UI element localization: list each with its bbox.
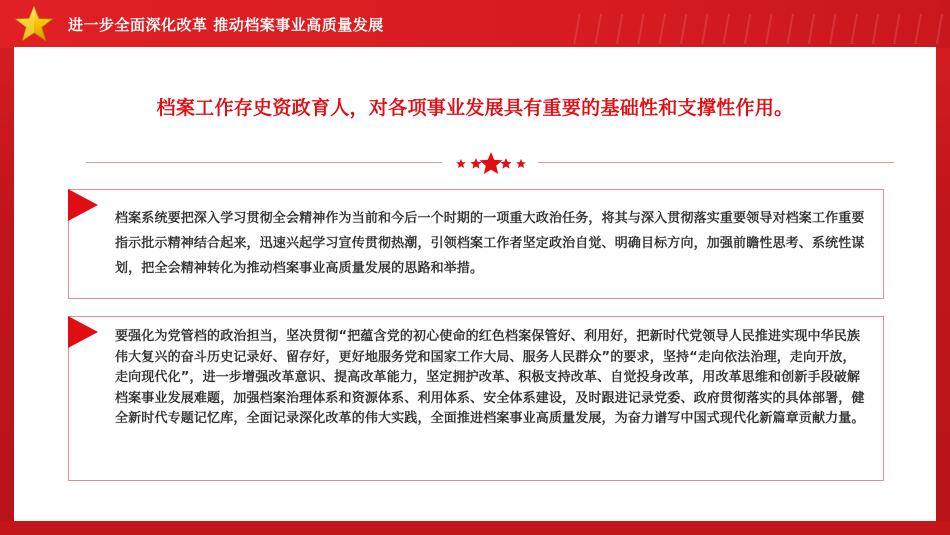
- content-panel: [14, 47, 936, 521]
- star-icon: [14, 4, 54, 44]
- header-decoration: [560, 14, 950, 44]
- card-text: 要强化为党管档的政治担当，坚决贯彻“把蕴含党的初心使命的红色档案保管好、利用好，把新时代党领导人民推进实现中华民族伟大复兴的奋斗历史记录好、留存好，更好地服务党和国家工作大局、服务人民群众”的要求，坚持“走向依法治理，走向开放，走向现代化”，进一步增强改革意识、提高改革能力，坚定拥护改革、积极支持改革、自觉投身改革，用改革思维和创新手段破解档案事业发展难题，加强档案治理体系和资源体系、利用体系、安全体系建设，及时跟进记录党委、政府贯彻落实的具体部署，健全新时代专题记忆库，全面记录深化改革的伟大实践，全面推进档案事业高质量发展，为奋力谱写中国式现代化新篇章贡献力量。: [115, 329, 865, 426]
- headline: 档案工作存史资政育人，对各项事业发展具有重要的基础性和支撑性作用。: [156, 97, 794, 119]
- content-card: [68, 189, 884, 299]
- stars-divider-icon: [446, 151, 536, 175]
- corner-triangle-icon: [68, 316, 98, 348]
- bottom-bar: [0, 521, 950, 535]
- header-title: 进一步全面深化改革 推动档案事业高质量发展: [68, 16, 384, 34]
- divider-left: [86, 162, 442, 163]
- corner-triangle-icon: [68, 189, 98, 221]
- card-text: 档案系统要把深入学习贯彻全会精神作为当前和今后一个时期的一项重大政治任务，将其与深入贯彻落实重要领导对档案工作重要指示批示精神结合起来，迅速兴起学习宣传贯彻热潮，引领档案工作者坚定政治自觉、明确目标方向，加强前瞻性思考、系统性谋划，把全会精神转化为推动档案事业高质量发展的思路和举措。: [115, 211, 865, 276]
- content-card: [68, 316, 884, 481]
- header-bar: [0, 0, 950, 48]
- divider-right: [538, 162, 894, 163]
